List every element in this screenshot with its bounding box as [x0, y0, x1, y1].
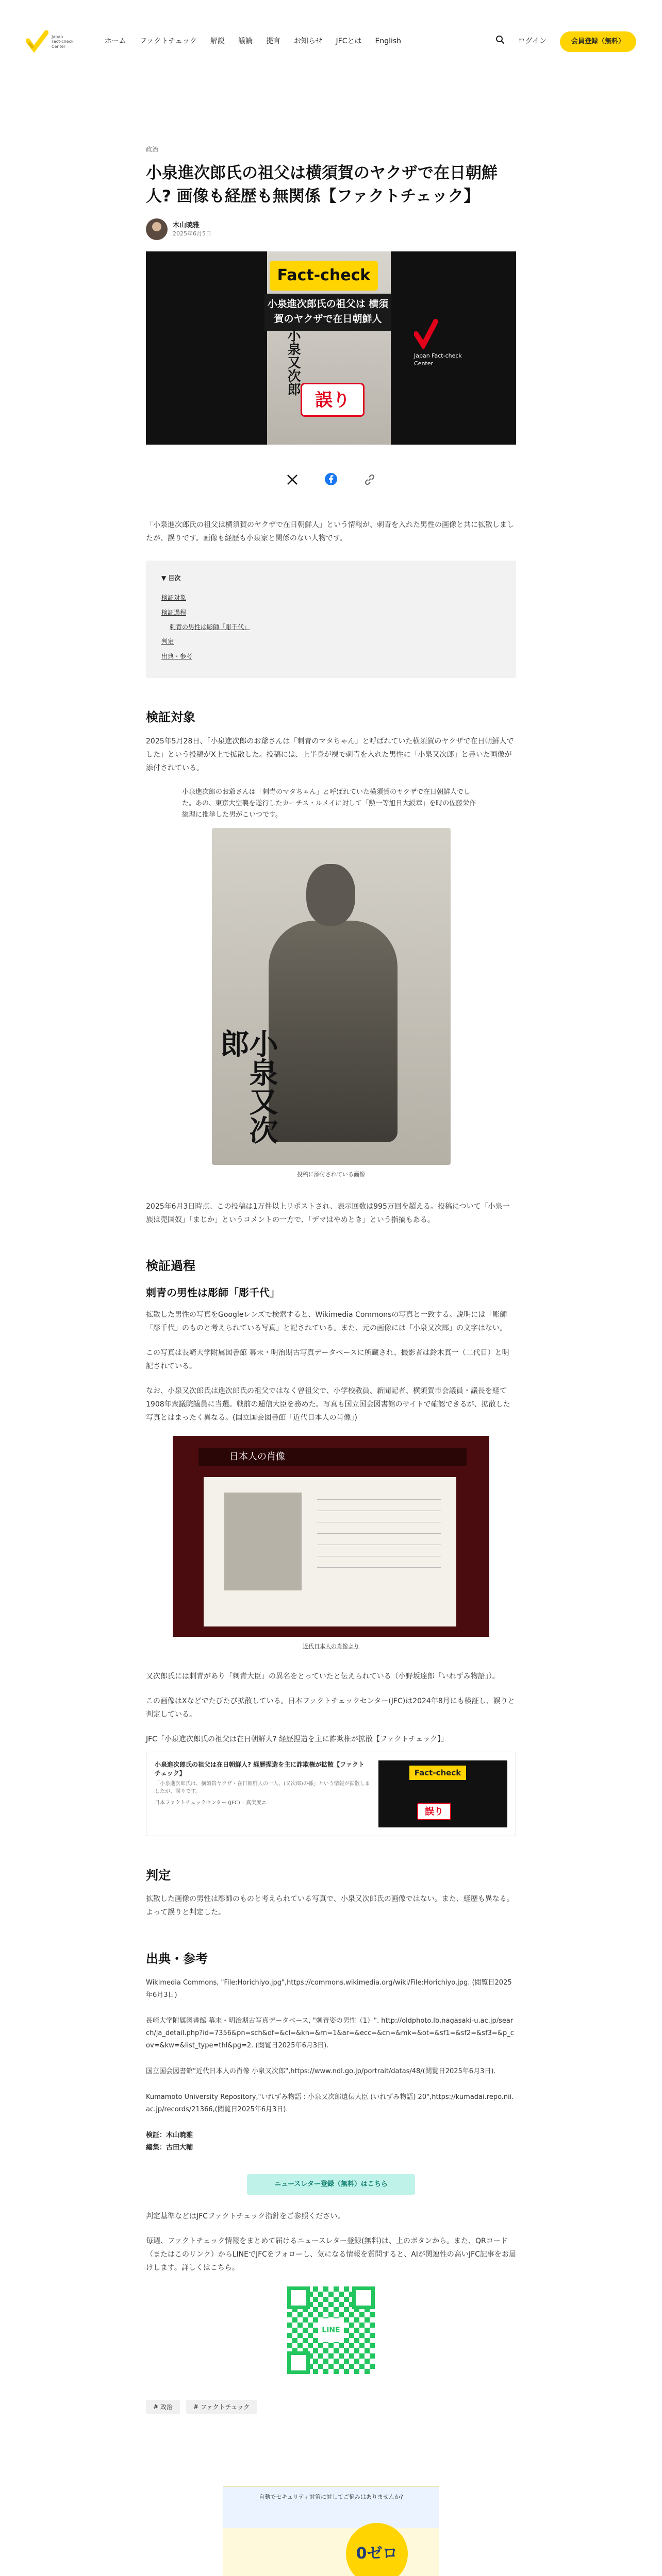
article-lead: 「小泉進次郎氏の祖父は横須賀のヤクザで在日朝鮮人」という情報が、刺青を入れた男性の画像と共に拡散しましたが、誤りです。画像も経歴も小泉家と関係のない人物です。 — [146, 521, 514, 543]
share-bar — [146, 470, 516, 493]
subsection-heading: 刺青の男性は彫師「彫千代」 — [146, 1286, 280, 1299]
toc-item[interactable]: 刺青の男性は彫師「彫千代」 — [170, 623, 251, 631]
logo-wordmark: Japan Fact-check Center — [52, 35, 74, 49]
paragraph: この写真は長崎大学附属図書館 幕末・明治期古写真データベースに所蔵され、撮影者は鈴木真一（二代目）と明記されている。 — [146, 1348, 509, 1370]
advertisement-banner[interactable] — [223, 2486, 439, 2576]
author-name[interactable]: 木山暁雅 — [173, 221, 200, 229]
member-signup-button[interactable]: 会員登録（無料） — [560, 31, 636, 52]
toc-item[interactable]: 検証対象 — [161, 594, 187, 602]
hero-image — [146, 251, 516, 445]
paragraph: JFC「小泉進次郎氏の祖父は在日朝鮮人? 経歴捏造を主に詐欺権が拡散【ファクトチェック】」 — [146, 1735, 449, 1743]
reference-item[interactable]: Kumamoto University Repository,"いれずみ物語 : 小泉又次郎遺伝大臣 (いれずみ物語) 20",https://kumadai.repo.nii.ac.jp/records/21366,(閲覧日2025年6月3日). — [146, 2093, 514, 2114]
line-follow-note: 毎週、ファクトチェック情報をまとめて届けるニュースレター登録(無料)は、上のボタンから。また、QRコード（またはこのリンク）からLINEでJFCをフォローし、気になる情報を質問すると、AIが関連性の高いJFC記事をお届けします。詳しくはこちら。 — [146, 2237, 516, 2272]
avatar[interactable] — [146, 218, 168, 240]
table-of-contents — [146, 561, 516, 678]
article — [146, 144, 516, 2576]
x-share-icon[interactable] — [286, 470, 299, 493]
toc-item[interactable]: 判定 — [161, 638, 174, 646]
paragraph: 2025年5月28日、「小泉進次郎のお爺さんは「刺青のマタちゃん」と呼ばれていた横須賀のヤクザで在日朝鮮人でした」という投稿がX上で拡散した。投稿には、上半身が裸で刺青を入れた男性に「小泉又次郎」と書いた画像が添付されている。 — [146, 737, 514, 772]
image-caption: 近代日本人の肖像より — [303, 1643, 359, 1650]
site-header — [0, 0, 662, 83]
toc-item[interactable]: 検証過程 — [161, 608, 187, 616]
related-article-card[interactable] — [146, 1752, 516, 1836]
facebook-share-icon[interactable] — [324, 470, 338, 493]
editor-credit: 編集：古田大輔 — [146, 2143, 193, 2151]
reference-item[interactable]: 長崎大学附属図書館 幕末・明治期古写真データベース, "刺青姿の男性（1）". http://oldphoto.lb.nagasaki-u.ac.jp/search/ja_detail.php?id=7356&pn=sch&of=&cl=&kn=&rn=1&ar=&ecc=&cn=&mk=&ot=&sf1=&sf2=&sf3=&p_cov=&kw=&list_type=thl&pg=2. (閲覧日2025年6月3日). — [146, 2017, 514, 2050]
tattooed-man-image: 小泉又次郎 — [212, 828, 451, 1165]
guidelines-note: 判定基準などはJFCファクトチェック指針をご参照ください。 — [146, 2212, 345, 2221]
verifier-credit: 検証：木山暁雅 — [146, 2131, 193, 2140]
quoted-post: 小泉進次郎のお爺さんは「刺青のマタちゃん」と呼ばれていた横須賀のヤクザで在日朝鮮人でした。あの、東京大空襲を遂行したカーチス・ルメイに対して「勲一等旭日大綬章」を時の佐藤栄作総理に推挙した男がこいつです。 — [182, 788, 476, 819]
card-title: 小泉進次郎氏の祖父は在日朝鮮人? 経歴捏造を主に詐欺権が拡散【ファクトチェック】 — [155, 1760, 365, 1777]
verdict-stamp: 誤り — [301, 383, 365, 417]
section-heading: 出典・参考 — [146, 1952, 208, 1967]
paragraph: なお、小泉又次郎氏は進次郎氏の祖父ではなく曽祖父で、小学校教員、新聞記者、横須賀市会議員・議長を経て1908年衆議院議員に当選。戦前の逓信大臣を務めた。写真も国立国会図書館のサイトで確認できるが、拡散した写真とはまったく異なる。(国立国会図書館「近代日本人の肖像」) — [146, 1386, 510, 1422]
paragraph: 2025年6月3日時点、この投稿は1万件以上リポストされ、表示回数は995万回を超える。投稿について「小泉一族は売国奴」「まじか」というコメントの一方で、「デマはやめとき」という指摘もある。 — [146, 1202, 510, 1224]
hero-vertical-name: 小泉又次郎 — [285, 329, 301, 396]
login-link[interactable]: ログイン — [518, 37, 547, 46]
checkmark-logo-icon — [26, 30, 48, 53]
card-source: 日本ファクトチェックセンター (JFC) – 真実度ニ — [155, 1800, 267, 1806]
article-title: 小泉進次郎氏の祖父は横須賀のヤクザで在日朝鮮人? 画像も経歴も無関係【ファクトチェック】 — [146, 164, 498, 206]
line-qr-code[interactable] — [287, 2286, 375, 2374]
paragraph: 拡散した男性の写真をGoogleレンズで検索すると、Wikimedia Commonsの写真と一致する。説明には「彫師「彫千代」のものと考えられている写真」と記されている。また、元の画像には「小泉又次郎」の文字はない。 — [146, 1311, 507, 1333]
author-block — [146, 218, 516, 240]
paragraph: この画像はXなどでたびたび拡散している。日本ファクトチェックセンター(JFC)は2024年8月にも検証し、誤りと判定している。 — [146, 1697, 515, 1719]
tag-factcheck[interactable]: # ファクトチェック — [186, 2400, 257, 2414]
card-thumbnail: Fact-check 誤り — [378, 1760, 507, 1827]
toc-title[interactable]: ▼ 目次 — [161, 574, 181, 582]
card-description: 「小泉進次郎氏は、横須賀ヤクザ・在日朝鮮人の一人、(又次郎)の孫」という情報が拡散しましたが、誤りです。 — [155, 1781, 370, 1795]
nav-discussion[interactable]: 議論 — [238, 37, 253, 46]
category-label[interactable]: 政治 — [146, 146, 159, 153]
ndl-portrait-screenshot: 日本人の肖像 — [173, 1436, 489, 1637]
credits — [146, 2129, 516, 2154]
newsletter-signup-button[interactable]: ニュースレター登録（無料）はこちら — [247, 2174, 415, 2195]
nav-english[interactable]: English — [375, 37, 402, 46]
nav-explainer[interactable]: 解説 — [210, 37, 225, 46]
tag-list — [146, 2400, 516, 2414]
section-heading: 検証過程 — [146, 1259, 195, 1274]
toc-item[interactable]: 出典・参考 — [161, 652, 193, 660]
paragraph: 拡散した画像の男性は彫師のものと考えられている写真で、小泉又次郎氏の画像ではない。また、経歴も異なる。よって誤りと判定した。 — [146, 1895, 514, 1917]
tag-politics[interactable]: # 政治 — [146, 2400, 180, 2414]
copy-link-icon[interactable] — [363, 470, 376, 493]
ad-zero-badge: 0ゼロ — [346, 2523, 408, 2576]
nav-proposal[interactable]: 提言 — [266, 37, 280, 46]
ad-headline: 自動でセキュリティ対策に対してご悩みはありませんか? — [223, 2487, 439, 2528]
section-heading: 判定 — [146, 1868, 171, 1883]
search-icon[interactable] — [495, 35, 505, 49]
reference-item[interactable]: Wikimedia Commons, "File:Horichiyo.jpg",https://commons.wikimedia.org/wiki/File:Horichiyo.jpg. (閲覧日2025年6月3日) — [146, 1979, 512, 1999]
checkmark-icon — [414, 318, 438, 349]
publish-date: 2025年6月5日 — [173, 230, 211, 237]
reference-item[interactable]: 国立国会図書館"近代日本人の肖像 小泉又次郎",https://www.ndl.go.jp/portrait/datas/48/(閲覧日2025年6月3日). — [146, 2067, 496, 2076]
factcheck-badge: Fact-check — [270, 261, 378, 291]
jfc-logo[interactable] — [26, 30, 74, 53]
nav-home[interactable]: ホーム — [104, 37, 126, 46]
paragraph: 又次郎氏には刺青があり「刺青大臣」の異名をとっていたと伝えられている（小野坂達郎「いれずみ物語」）。 — [146, 1672, 500, 1681]
section-heading: 検証対象 — [146, 710, 195, 725]
image-caption: 投稿に添付されている画像 — [297, 1171, 365, 1178]
nav-about[interactable]: JFCとは — [336, 37, 362, 46]
nav-factcheck[interactable]: ファクトチェック — [139, 37, 197, 46]
main-nav — [105, 36, 401, 48]
nav-news[interactable]: お知らせ — [293, 37, 323, 46]
hero-claim-band: 小泉進次郎氏の祖父は 横須賀のヤクザで在日朝鮮人 — [264, 294, 391, 331]
line-logo-icon: LINE — [318, 2318, 344, 2342]
jfc-hero-logo: Japan Fact-check Center — [414, 318, 481, 367]
reference-list — [146, 1977, 516, 2116]
